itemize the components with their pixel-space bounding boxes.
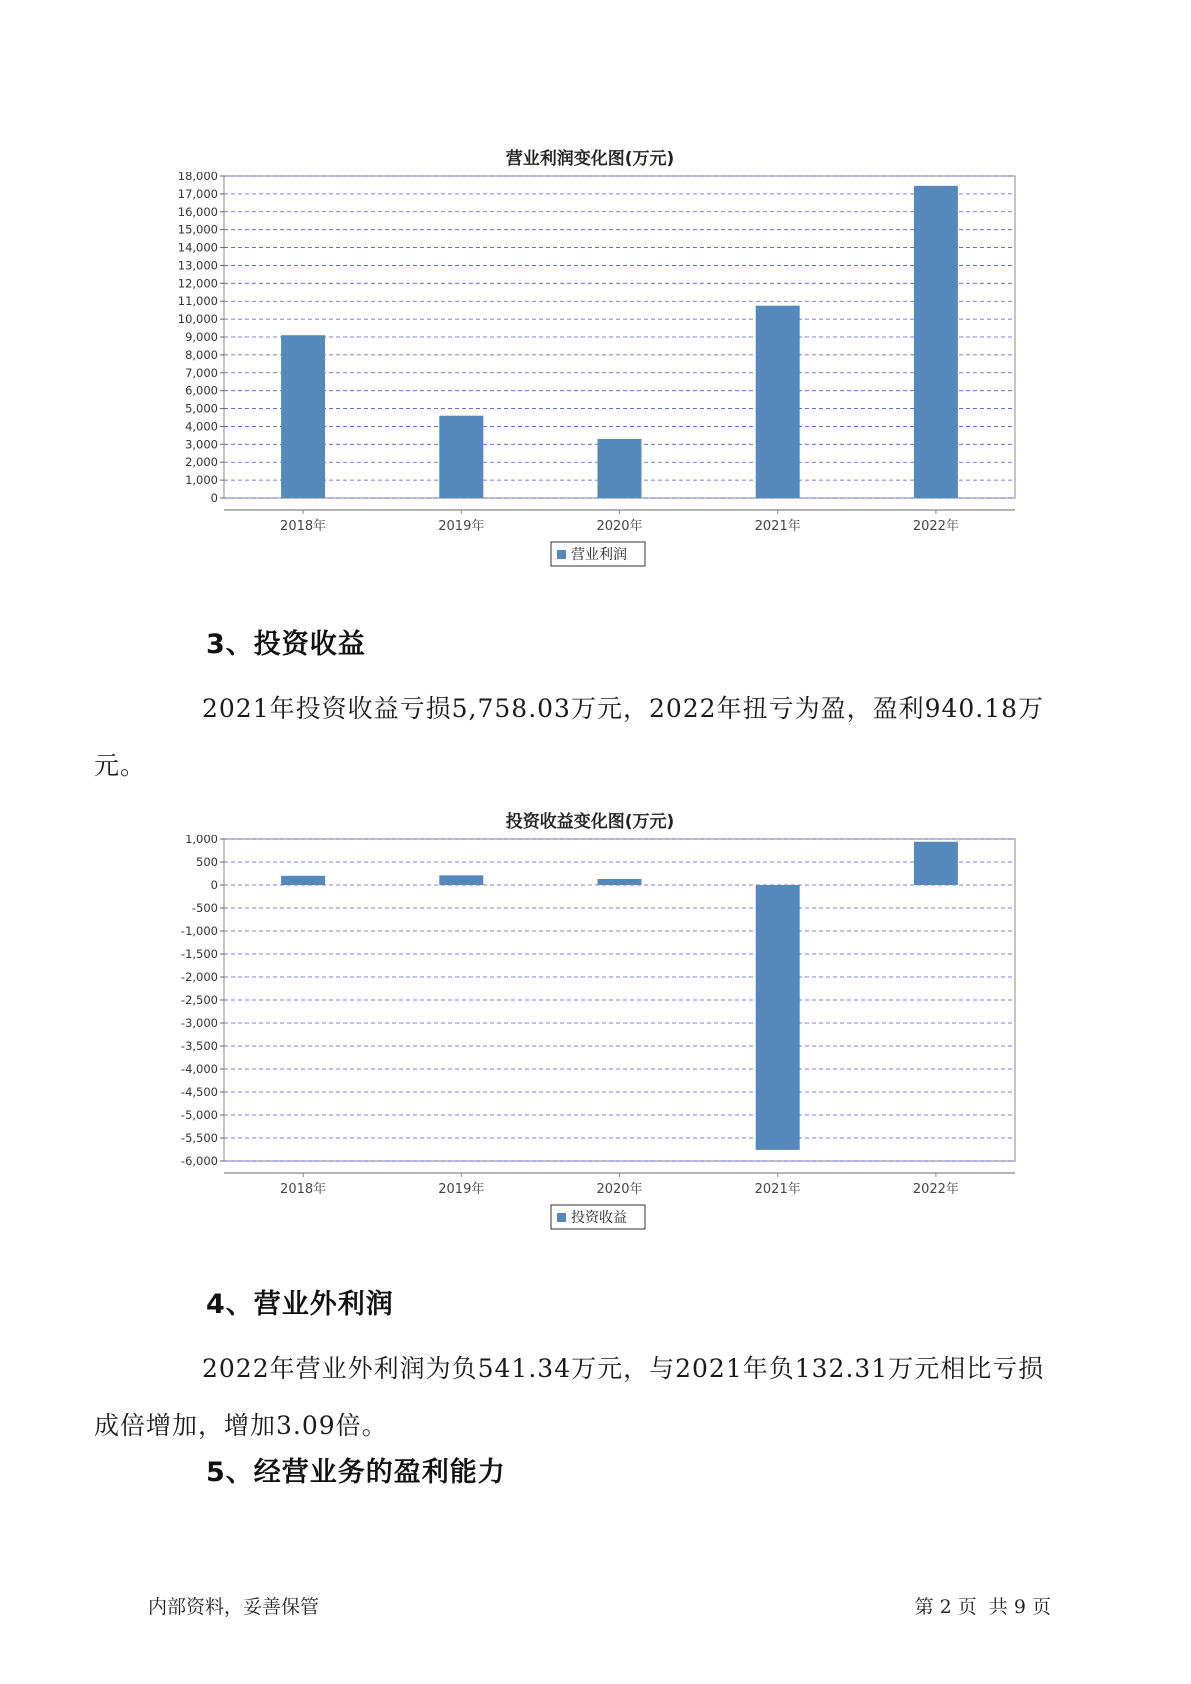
investment-income-chart-svg [160, 835, 1020, 1255]
paragraph-line: 元。 [94, 751, 147, 780]
x-tick-label: 2021年 [754, 519, 801, 534]
y-tick-label: -5,000 [180, 1108, 218, 1122]
x-tick-label: 2022年 [912, 519, 959, 534]
x-tick-label: 2019年 [438, 1182, 485, 1197]
y-tick-label: -3,500 [180, 1039, 218, 1053]
bar [756, 885, 800, 1150]
x-tick-label: 2021年 [754, 1182, 801, 1197]
y-tick-label: 8,000 [185, 347, 218, 362]
legend-label: 营业利润 [571, 547, 627, 563]
section-heading-non-operating-profit: 4、营业外利润 [206, 1289, 394, 1320]
investment-income-paragraph [94, 680, 1048, 794]
x-tick-label: 2020年 [596, 519, 643, 534]
bar [439, 875, 483, 885]
y-tick-label: 15,000 [177, 222, 218, 237]
y-tick-label: -2,000 [180, 970, 218, 984]
y-tick-label: 1,000 [185, 835, 218, 846]
y-tick-label: 1,000 [185, 473, 218, 488]
y-tick-label: 18,000 [177, 172, 218, 183]
y-tick-label: 9,000 [185, 330, 218, 344]
y-tick-label: -6,000 [180, 1154, 218, 1168]
y-tick-label: 7,000 [185, 365, 218, 380]
bar [598, 879, 642, 885]
bar [914, 186, 958, 498]
footer-confidential-note: 内部资料，妥善保管 [148, 1596, 320, 1618]
paragraph-line: 2021年投资收益亏损5,758.03万元，2022年扭亏为盈，盈利940.18万 [202, 694, 1045, 723]
y-tick-label: 16,000 [177, 204, 218, 219]
bar [756, 306, 800, 498]
legend-swatch [557, 550, 566, 559]
y-tick-label: 0 [210, 878, 218, 892]
y-tick-label: -500 [191, 901, 218, 915]
y-tick-label: 500 [196, 855, 218, 869]
y-tick-label: 11,000 [177, 294, 218, 309]
x-tick-label: 2019年 [438, 519, 485, 534]
bar [598, 439, 642, 498]
y-tick-label: 10,000 [177, 312, 218, 327]
y-tick-label: 13,000 [177, 258, 218, 273]
y-tick-label: 3,000 [185, 437, 218, 452]
operating-profit-chart [160, 140, 1020, 590]
section-heading-profitability: 5、经营业务的盈利能力 [206, 1457, 506, 1488]
paragraph-line: 成倍增加，增加3.09倍。 [94, 1411, 388, 1440]
x-tick-label: 2022年 [912, 1182, 959, 1197]
y-tick-label: -1,000 [180, 924, 218, 938]
bar [281, 335, 325, 498]
y-tick-label: -4,000 [180, 1062, 218, 1076]
y-tick-label: 2,000 [185, 455, 218, 470]
investment-income-chart [160, 803, 1020, 1253]
bar [914, 842, 958, 885]
y-tick-label: -5,500 [180, 1131, 218, 1145]
legend-swatch [557, 1213, 566, 1222]
legend-label: 投资收益 [571, 1210, 627, 1226]
operating-profit-chart-svg [160, 172, 1020, 592]
bar [439, 416, 483, 498]
y-tick-label: 12,000 [177, 276, 218, 291]
y-tick-label: -1,500 [180, 947, 218, 961]
footer-page-number: 第 2 页 共 9 页 [914, 1596, 1051, 1618]
x-tick-label: 2018年 [280, 1182, 327, 1197]
y-tick-label: -4,500 [180, 1085, 218, 1099]
x-tick-label: 2018年 [280, 519, 327, 534]
y-tick-label: -3,000 [180, 1016, 218, 1030]
non-operating-profit-paragraph [94, 1340, 1048, 1454]
y-tick-label: 5,000 [185, 401, 218, 416]
y-tick-label: 4,000 [185, 419, 218, 434]
y-tick-label: 14,000 [177, 240, 218, 255]
paragraph-line: 2022年营业外利润为负541.34万元，与2021年负132.31万元相比亏损 [202, 1354, 1045, 1383]
y-tick-label: 6,000 [185, 383, 218, 398]
y-tick-label: -2,500 [180, 993, 218, 1007]
bar [281, 876, 325, 885]
chart-title: 投资收益变化图(万元) [505, 812, 675, 832]
x-tick-label: 2020年 [596, 1182, 643, 1197]
y-tick-label: 17,000 [177, 186, 218, 201]
y-tick-label: 0 [210, 491, 218, 505]
chart-title: 营业利润变化图(万元) [505, 149, 675, 169]
section-heading-investment-income: 3、投资收益 [206, 629, 366, 660]
